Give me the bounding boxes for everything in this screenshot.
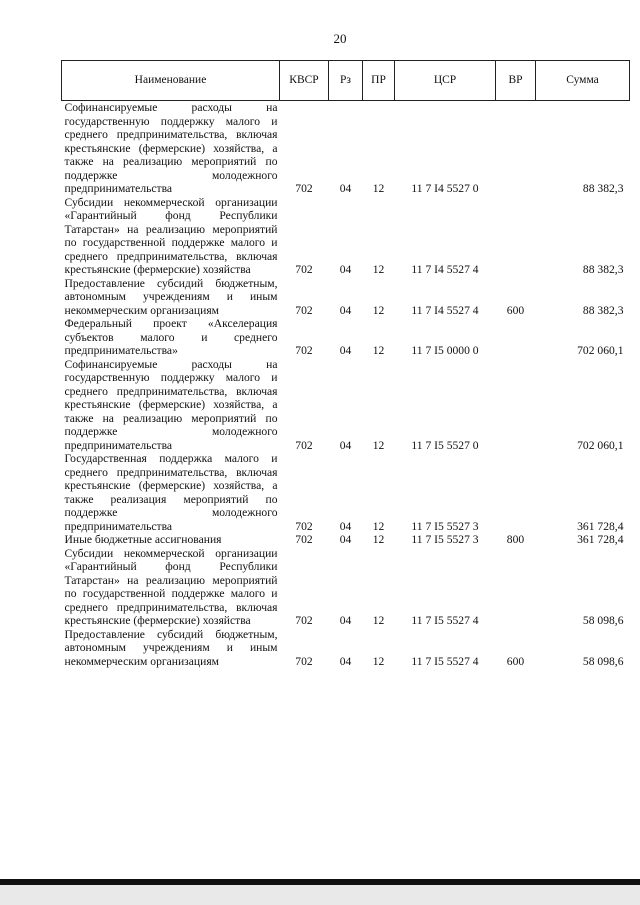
row-sum: 702 060,1 [577, 438, 624, 452]
row-name: Предоставление субсидий бюджетным, автономным учреждениям и иным некоммерческим организациям [64, 276, 278, 317]
row-vr [496, 358, 536, 453]
row-name: Иные бюджетные ассигнования [64, 533, 222, 546]
row-sum: 88 382,3 [582, 182, 624, 195]
header-pr: ПР [363, 61, 395, 101]
header-sum: Сумма [536, 61, 630, 101]
row-vr: 800 [506, 533, 525, 546]
row-csr: 11 7 I4 5527 4 [411, 263, 479, 276]
budget-table [61, 60, 630, 668]
row-sum: 88 382,3 [582, 263, 624, 276]
row-name: Государственная поддержка малого и среднего предпринимательства, включая крестьянские (фермерские) хозяйства, а также реализация мероприятий по поддержке молодежного предпринимательства [64, 452, 278, 533]
row-csr: 11 7 I4 5527 0 [411, 182, 479, 195]
row-kvsr: 702 [295, 533, 313, 546]
row-pr: 12 [372, 182, 385, 195]
row-csr: 11 7 I5 5527 4 [411, 614, 479, 627]
table-row [62, 358, 630, 453]
row-sum: 58 098,6 [582, 654, 624, 668]
row-pr: 12 [372, 438, 385, 452]
header-rz: Рз [329, 61, 363, 101]
row-csr: 11 7 I5 5527 3 [411, 519, 479, 533]
table-row [62, 317, 630, 358]
row-vr [496, 101, 536, 196]
row-rz: 04 [339, 344, 352, 357]
row-vr [496, 196, 536, 277]
row-name: Субсидии некоммерческой организации «Гарантийный фонд Республики Татарстан» на реализацию мероприятий по государственной поддержке малого и среднего предпринимательства, включая крестьянские (фермерские) хозяйства [64, 195, 278, 276]
page-number: 20 [333, 31, 347, 46]
row-kvsr: 702 [295, 438, 313, 452]
table-row [62, 533, 630, 547]
row-rz: 04 [339, 519, 352, 533]
row-vr: 600 [506, 654, 525, 668]
row-sum: 88 382,3 [582, 303, 624, 317]
row-name: Предоставление субсидий бюджетным, автономным учреждениям и иным некоммерческим организациям [64, 627, 278, 668]
scan-edge-shade [0, 885, 640, 905]
row-sum: 361 728,4 [577, 519, 624, 533]
row-csr: 11 7 I5 0000 0 [411, 344, 479, 357]
row-pr: 12 [372, 654, 385, 668]
row-kvsr: 702 [295, 614, 313, 627]
row-kvsr: 702 [295, 263, 313, 276]
row-name: Софинансируемые расходы на государственную поддержку малого и среднего предпринимательства, включая крестьянские (фермерские) хозяйства, а также на реализацию мероприятий по поддержке молодежного предпринимательства [64, 101, 278, 195]
row-rz: 04 [339, 182, 352, 195]
row-csr: 11 7 I5 5527 4 [411, 654, 479, 668]
table-row [62, 196, 630, 277]
row-pr: 12 [372, 614, 385, 627]
row-name: Субсидии некоммерческой организации «Гарантийный фонд Республики Татарстан» на реализацию мероприятий по государственной поддержке малого и среднего предпринимательства, включая крестьянские (фермерские) хозяйства [64, 546, 278, 627]
row-csr: 11 7 I5 5527 0 [411, 438, 479, 452]
row-vr [496, 452, 536, 533]
table-header-row [62, 61, 630, 101]
row-rz: 04 [339, 438, 352, 452]
header-vr: ВР [496, 61, 536, 101]
row-sum: 702 060,1 [577, 344, 624, 357]
row-rz: 04 [339, 614, 352, 627]
row-vr: 600 [506, 303, 525, 317]
table-row [62, 277, 630, 318]
header-kvsr: КВСР [280, 61, 329, 101]
table-row [62, 628, 630, 669]
row-name: Федеральный проект «Акселерация субъектов малого и среднего предпринимательства» [64, 317, 278, 357]
row-sum: 361 728,4 [577, 533, 624, 546]
header-name: Наименование [62, 61, 280, 101]
row-rz: 04 [339, 533, 352, 546]
row-rz: 04 [339, 654, 352, 668]
row-pr: 12 [372, 519, 385, 533]
row-pr: 12 [372, 303, 385, 317]
row-csr: 11 7 I5 5527 3 [411, 533, 479, 546]
row-sum: 58 098,6 [582, 614, 624, 627]
row-kvsr: 702 [295, 519, 313, 533]
table-row [62, 101, 630, 196]
header-csr: ЦСР [395, 61, 496, 101]
row-pr: 12 [372, 263, 385, 276]
row-kvsr: 702 [295, 303, 313, 317]
row-pr: 12 [372, 344, 385, 357]
table-row [62, 452, 630, 533]
row-name: Софинансируемые расходы на государственную поддержку малого и среднего предпринимательства, включая крестьянские (фермерские) хозяйства, а также на реализацию мероприятий по поддержке молодежного предпринимательства [64, 357, 278, 452]
row-kvsr: 702 [295, 654, 313, 668]
row-csr: 11 7 I4 5527 4 [411, 303, 479, 317]
row-pr: 12 [372, 533, 385, 546]
row-rz: 04 [339, 303, 352, 317]
row-vr [496, 317, 536, 358]
row-kvsr: 702 [295, 344, 313, 357]
table-row [62, 547, 630, 628]
row-vr [496, 547, 536, 628]
row-rz: 04 [339, 263, 352, 276]
row-kvsr: 702 [295, 182, 313, 195]
